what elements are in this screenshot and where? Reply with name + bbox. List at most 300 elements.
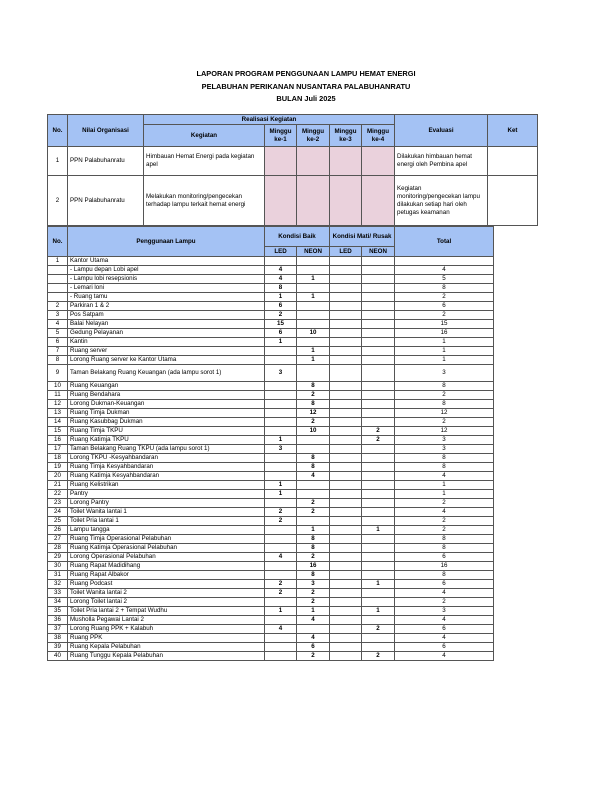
good-led-count xyxy=(265,499,297,508)
good-neon-count: 2 xyxy=(297,589,330,598)
good-led-count: 4 xyxy=(265,266,297,275)
lamp-no: 18 xyxy=(48,454,68,463)
good-neon-count: 8 xyxy=(297,382,330,391)
total-count: 4 xyxy=(395,266,494,275)
lamp-no: 17 xyxy=(48,445,68,454)
good-led-count: 2 xyxy=(265,508,297,517)
lamp-no: 31 xyxy=(48,571,68,580)
good-led-count xyxy=(265,526,297,535)
total-count: 4 xyxy=(395,652,494,661)
lamp-row xyxy=(48,266,494,275)
broken-neon-count xyxy=(362,571,395,580)
broken-neon-count xyxy=(362,616,395,625)
lamp-row xyxy=(48,365,494,382)
good-led-count: 2 xyxy=(265,517,297,526)
broken-neon-count xyxy=(362,347,395,356)
broken-led-count xyxy=(330,580,362,589)
lamp-no: 5 xyxy=(48,329,68,338)
broken-led-count xyxy=(330,589,362,598)
lamp-no: 29 xyxy=(48,553,68,562)
lamp-location: Lorong Dukman-Keuangan xyxy=(68,400,265,409)
total-count: 2 xyxy=(395,293,494,302)
activity-unit: PPN Palabuhanratu xyxy=(68,147,144,176)
broken-led-count xyxy=(330,400,362,409)
good-neon-count: 1 xyxy=(297,356,330,365)
broken-led-count xyxy=(330,329,362,338)
lamp-no: 38 xyxy=(48,634,68,643)
good-neon-count: 2 xyxy=(297,598,330,607)
broken-led-count xyxy=(330,275,362,284)
broken-led-count xyxy=(330,472,362,481)
lamp-location: Pantry xyxy=(68,490,265,499)
total-count: 8 xyxy=(395,454,494,463)
good-led-count xyxy=(265,598,297,607)
lamp-no: 21 xyxy=(48,481,68,490)
good-neon-count: 4 xyxy=(297,634,330,643)
good-led-count xyxy=(265,356,297,365)
broken-neon-count xyxy=(362,454,395,463)
good-neon-count xyxy=(297,284,330,293)
lamp-no: 4 xyxy=(48,320,68,329)
good-led-count xyxy=(265,463,297,472)
broken-led-count xyxy=(330,490,362,499)
good-led-count: 1 xyxy=(265,607,297,616)
lamp-no: 35 xyxy=(48,607,68,616)
lamp-row xyxy=(48,589,494,598)
lamp-row xyxy=(48,445,494,454)
total-count: 1 xyxy=(395,490,494,499)
lamp-no: 25 xyxy=(48,517,68,526)
lamp-no xyxy=(48,275,68,284)
good-neon-count: 2 xyxy=(297,418,330,427)
lamp-location: - Lampu lobi resepsionis xyxy=(68,275,265,284)
good-neon-count xyxy=(297,445,330,454)
total-count: 3 xyxy=(395,445,494,454)
activity-row xyxy=(48,176,538,226)
total-count: 1 xyxy=(395,481,494,490)
good-neon-count: 8 xyxy=(297,400,330,409)
broken-led-count xyxy=(330,517,362,526)
lamp-location: Lorong Toilet lantai 2 xyxy=(68,598,265,607)
week3-cell xyxy=(330,147,362,176)
broken-led-count xyxy=(330,293,362,302)
total-count: 3 xyxy=(395,607,494,616)
activities-table xyxy=(47,114,538,226)
lamp-location: Lorong Operasional Pelabuhan xyxy=(68,553,265,562)
broken-led-count xyxy=(330,634,362,643)
lamp-row xyxy=(48,490,494,499)
good-neon-count: 10 xyxy=(297,329,330,338)
broken-led-count xyxy=(330,454,362,463)
lamp-location: Musholla Pegawai Lantai 2 xyxy=(68,616,265,625)
good-led-count xyxy=(265,616,297,625)
total-count: 4 xyxy=(395,472,494,481)
lamp-location: Taman Belakang Ruang TKPU (ada lampu sorot 1) xyxy=(68,445,265,454)
lamp-location: Ruang Katimja Operasional Pelabuhan xyxy=(68,544,265,553)
lamp-location: Ruang server xyxy=(68,347,265,356)
broken-led-count xyxy=(330,311,362,320)
lamp-row xyxy=(48,481,494,490)
broken-neon-count xyxy=(362,643,395,652)
lamp-location: Ruang Rapat Madidihang xyxy=(68,562,265,571)
total-count: 2 xyxy=(395,598,494,607)
good-neon-count xyxy=(297,266,330,275)
lamp-row xyxy=(48,571,494,580)
lamp-no: 15 xyxy=(48,427,68,436)
broken-led-count xyxy=(330,616,362,625)
broken-led-count xyxy=(330,625,362,634)
broken-led-count xyxy=(330,598,362,607)
lamp-no: 40 xyxy=(48,652,68,661)
lamp-row xyxy=(48,391,494,400)
lamp-row xyxy=(48,508,494,517)
lamp-row xyxy=(48,400,494,409)
lamp-no: 13 xyxy=(48,409,68,418)
col-header-week3: Minggu ke-3 xyxy=(330,125,362,147)
lamp-row xyxy=(48,382,494,391)
lamp-row xyxy=(48,643,494,652)
lamp-no: 3 xyxy=(48,311,68,320)
good-neon-count xyxy=(297,517,330,526)
good-led-count: 2 xyxy=(265,311,297,320)
good-led-count: 6 xyxy=(265,329,297,338)
activity-description: Himbauan Hemat Energi pada kegiatan apel xyxy=(144,147,265,176)
broken-neon-count xyxy=(362,266,395,275)
lamp-row xyxy=(48,517,494,526)
col-header-ket: Ket xyxy=(488,115,538,147)
broken-led-count xyxy=(330,508,362,517)
broken-led-count xyxy=(330,544,362,553)
lamp-location: Ruang Bendahara xyxy=(68,391,265,400)
total-count: 16 xyxy=(395,329,494,338)
broken-led-count xyxy=(330,445,362,454)
good-led-count: 3 xyxy=(265,445,297,454)
total-count: 3 xyxy=(395,365,494,382)
lamp-no: 32 xyxy=(48,580,68,589)
good-led-count: 2 xyxy=(265,580,297,589)
week1-cell xyxy=(265,176,297,226)
lamp-row xyxy=(48,472,494,481)
good-neon-count xyxy=(297,436,330,445)
total-count xyxy=(395,257,494,266)
good-neon-count xyxy=(297,490,330,499)
lamp-location: Ruang Timja Kesyahbandaran xyxy=(68,463,265,472)
col-header-total: Total xyxy=(395,227,494,257)
lamp-row xyxy=(48,257,494,266)
lamp-no: 36 xyxy=(48,616,68,625)
lamp-location: Pos Satpam xyxy=(68,311,265,320)
lamp-row xyxy=(48,329,494,338)
good-neon-count: 2 xyxy=(297,508,330,517)
lamp-location: Ruang PPK xyxy=(68,634,265,643)
col-header-kegiatan: Kegiatan xyxy=(144,125,265,147)
broken-led-count xyxy=(330,347,362,356)
good-neon-count: 2 xyxy=(297,652,330,661)
broken-neon-count xyxy=(362,445,395,454)
lamp-location: Kantor Utama xyxy=(68,257,265,266)
broken-neon-count xyxy=(362,508,395,517)
good-led-count xyxy=(265,409,297,418)
lamp-location: Balai Nelayan xyxy=(68,320,265,329)
lamp-row xyxy=(48,409,494,418)
activity-evaluation: Dilakukan himbauan hemat energi oleh Pembina apel xyxy=(395,147,488,176)
lamp-no: 26 xyxy=(48,526,68,535)
good-led-count: 1 xyxy=(265,293,297,302)
good-led-count: 2 xyxy=(265,589,297,598)
broken-led-count xyxy=(330,535,362,544)
broken-led-count xyxy=(330,409,362,418)
broken-neon-count: 1 xyxy=(362,607,395,616)
lamp-location: Lorong TKPU -Kesyahbandaran xyxy=(68,454,265,463)
lamp-row xyxy=(48,284,494,293)
lamp-no: 20 xyxy=(48,472,68,481)
broken-led-count xyxy=(330,499,362,508)
broken-neon-count xyxy=(362,275,395,284)
lamp-location: - Ruang tamu xyxy=(68,293,265,302)
lamp-location: Ruang Timja Dukman xyxy=(68,409,265,418)
col-header-week2: Minggu ke-2 xyxy=(297,125,330,147)
activity-note xyxy=(488,176,538,226)
broken-led-count xyxy=(330,382,362,391)
lamp-no: 1 xyxy=(48,257,68,266)
good-neon-count xyxy=(297,365,330,382)
lamp-row xyxy=(48,499,494,508)
good-neon-count: 1 xyxy=(297,293,330,302)
total-count: 4 xyxy=(395,508,494,517)
lamp-row xyxy=(48,418,494,427)
broken-neon-count xyxy=(362,463,395,472)
lamp-row xyxy=(48,562,494,571)
good-neon-count: 12 xyxy=(297,409,330,418)
lamp-row xyxy=(48,356,494,365)
total-count: 16 xyxy=(395,562,494,571)
broken-neon-count xyxy=(362,356,395,365)
good-neon-count xyxy=(297,625,330,634)
report-title-line1: LAPORAN PROGRAM PENGGUNAAN LAMPU HEMAT ENERGI xyxy=(196,69,416,78)
good-neon-count: 2 xyxy=(297,499,330,508)
good-led-count xyxy=(265,257,297,266)
good-neon-count: 8 xyxy=(297,571,330,580)
good-led-count: 1 xyxy=(265,481,297,490)
good-led-count xyxy=(265,347,297,356)
broken-neon-count xyxy=(362,562,395,571)
broken-neon-count xyxy=(362,544,395,553)
good-neon-count xyxy=(297,311,330,320)
lamp-no: 34 xyxy=(48,598,68,607)
lamp-row xyxy=(48,652,494,661)
good-neon-count: 16 xyxy=(297,562,330,571)
broken-neon-count xyxy=(362,598,395,607)
lamp-location: Lorong Ruang PPK + Kalabuh xyxy=(68,625,265,634)
broken-led-count xyxy=(330,302,362,311)
good-led-count: 1 xyxy=(265,436,297,445)
broken-neon-count xyxy=(362,589,395,598)
good-neon-count: 10 xyxy=(297,427,330,436)
col-header-rusak-neon: NEON xyxy=(362,247,395,257)
broken-led-count xyxy=(330,571,362,580)
good-neon-count xyxy=(297,481,330,490)
lamp-no: 2 xyxy=(48,302,68,311)
lamp-location: Ruang Keuangan xyxy=(68,382,265,391)
broken-neon-count: 2 xyxy=(362,652,395,661)
lamp-location: Lorong Pantry xyxy=(68,499,265,508)
good-neon-count: 8 xyxy=(297,535,330,544)
broken-neon-count xyxy=(362,409,395,418)
broken-neon-count: 2 xyxy=(362,427,395,436)
lamp-location: - Lampu depan Lobi apel xyxy=(68,266,265,275)
week4-cell xyxy=(362,176,395,226)
activity-unit: PPN Palabuhanratu xyxy=(68,176,144,226)
good-led-count xyxy=(265,634,297,643)
broken-led-count xyxy=(330,284,362,293)
lamp-no: 37 xyxy=(48,625,68,634)
lamp-row xyxy=(48,427,494,436)
activity-evaluation: Kegiatan monitoring/pengecekan lampu dilakukan setiap hari oleh petugas keamanan xyxy=(395,176,488,226)
broken-neon-count xyxy=(362,418,395,427)
good-neon-count: 8 xyxy=(297,544,330,553)
total-count: 1 xyxy=(395,347,494,356)
total-count: 1 xyxy=(395,356,494,365)
total-count: 6 xyxy=(395,643,494,652)
lamp-row xyxy=(48,463,494,472)
broken-neon-count xyxy=(362,499,395,508)
good-led-count xyxy=(265,571,297,580)
lamp-location: Gedung Pelayanan xyxy=(68,329,265,338)
total-count: 2 xyxy=(395,526,494,535)
good-neon-count: 8 xyxy=(297,454,330,463)
total-count: 4 xyxy=(395,589,494,598)
broken-neon-count xyxy=(362,400,395,409)
total-count: 15 xyxy=(395,320,494,329)
broken-neon-count: 2 xyxy=(362,625,395,634)
lamp-row xyxy=(48,293,494,302)
broken-led-count xyxy=(330,418,362,427)
lamp-row xyxy=(48,347,494,356)
lamp-location: Ruang Kasubbag Dukman xyxy=(68,418,265,427)
lamp-location: Ruang Timja TKPU xyxy=(68,427,265,436)
lamp-no: 7 xyxy=(48,347,68,356)
lamp-no: 19 xyxy=(48,463,68,472)
lamp-row xyxy=(48,302,494,311)
lamp-no: 30 xyxy=(48,562,68,571)
lamp-location: - Lemari loni xyxy=(68,284,265,293)
total-count: 2 xyxy=(395,499,494,508)
lamp-no: 11 xyxy=(48,391,68,400)
report-title-line3: BULAN Juli 2025 xyxy=(276,94,336,103)
lamp-location: Parkiran 1 & 2 xyxy=(68,302,265,311)
total-count: 6 xyxy=(395,580,494,589)
total-count: 6 xyxy=(395,302,494,311)
broken-neon-count: 1 xyxy=(362,526,395,535)
good-led-count xyxy=(265,391,297,400)
total-count: 1 xyxy=(395,338,494,347)
good-led-count: 4 xyxy=(265,553,297,562)
activity-note xyxy=(488,147,538,176)
good-neon-count: 2 xyxy=(297,391,330,400)
lamp-location: Toilet Wanita lantai 1 xyxy=(68,508,265,517)
report-title-line2: PELABUHAN PERIKANAN NUSANTARA PALABUHANRATU xyxy=(201,82,411,91)
good-neon-count: 6 xyxy=(297,643,330,652)
lamp-no: 10 xyxy=(48,382,68,391)
lamp-row xyxy=(48,625,494,634)
lamp-location: Ruang Rapat Albakor xyxy=(68,571,265,580)
broken-neon-count xyxy=(362,329,395,338)
broken-neon-count xyxy=(362,553,395,562)
lamp-location: Lorong Ruang server ke Kantor Utama xyxy=(68,356,265,365)
col-header-baik-led: LED xyxy=(265,247,297,257)
lamp-no: 39 xyxy=(48,643,68,652)
week1-cell xyxy=(265,147,297,176)
good-led-count: 1 xyxy=(265,338,297,347)
broken-neon-count xyxy=(362,293,395,302)
lamp-no: 8 xyxy=(48,356,68,365)
week2-cell xyxy=(297,147,330,176)
total-count: 2 xyxy=(395,391,494,400)
good-neon-count xyxy=(297,302,330,311)
good-led-count xyxy=(265,400,297,409)
activity-no: 1 xyxy=(48,147,68,176)
col-header-rusak-led: LED xyxy=(330,247,362,257)
lamp-row xyxy=(48,544,494,553)
broken-neon-count xyxy=(362,490,395,499)
total-count: 8 xyxy=(395,571,494,580)
broken-neon-count: 2 xyxy=(362,436,395,445)
broken-led-count xyxy=(330,266,362,275)
week2-cell xyxy=(297,176,330,226)
good-neon-count: 4 xyxy=(297,616,330,625)
lamp-rows xyxy=(48,257,494,661)
broken-led-count xyxy=(330,320,362,329)
total-count: 4 xyxy=(395,616,494,625)
lamp-location: Ruang Tunggu Kepala Pelabuhan xyxy=(68,652,265,661)
broken-led-count xyxy=(330,643,362,652)
broken-neon-count xyxy=(362,320,395,329)
total-count: 8 xyxy=(395,463,494,472)
col-header-no: No. xyxy=(48,227,68,257)
good-neon-count xyxy=(297,338,330,347)
total-count: 2 xyxy=(395,517,494,526)
good-neon-count: 8 xyxy=(297,463,330,472)
broken-neon-count xyxy=(362,284,395,293)
lamp-row xyxy=(48,338,494,347)
total-count: 8 xyxy=(395,400,494,409)
lamp-row xyxy=(48,320,494,329)
broken-led-count xyxy=(330,391,362,400)
col-header-kondisi-baik: Kondisi Baik xyxy=(265,227,330,247)
good-led-count: 8 xyxy=(265,284,297,293)
lamp-no xyxy=(48,293,68,302)
broken-neon-count xyxy=(362,391,395,400)
good-led-count xyxy=(265,454,297,463)
good-led-count xyxy=(265,535,297,544)
activity-row xyxy=(48,147,538,176)
broken-neon-count xyxy=(362,634,395,643)
total-count: 8 xyxy=(395,382,494,391)
good-led-count xyxy=(265,643,297,652)
lamp-no: 33 xyxy=(48,589,68,598)
good-led-count xyxy=(265,652,297,661)
lamp-no xyxy=(48,284,68,293)
broken-led-count xyxy=(330,427,362,436)
total-count: 8 xyxy=(395,544,494,553)
lamp-row xyxy=(48,454,494,463)
good-neon-count xyxy=(297,257,330,266)
lamp-row xyxy=(48,553,494,562)
total-count: 5 xyxy=(395,275,494,284)
good-led-count: 4 xyxy=(265,275,297,284)
lamp-no: 9 xyxy=(48,365,68,382)
good-neon-count: 1 xyxy=(297,275,330,284)
